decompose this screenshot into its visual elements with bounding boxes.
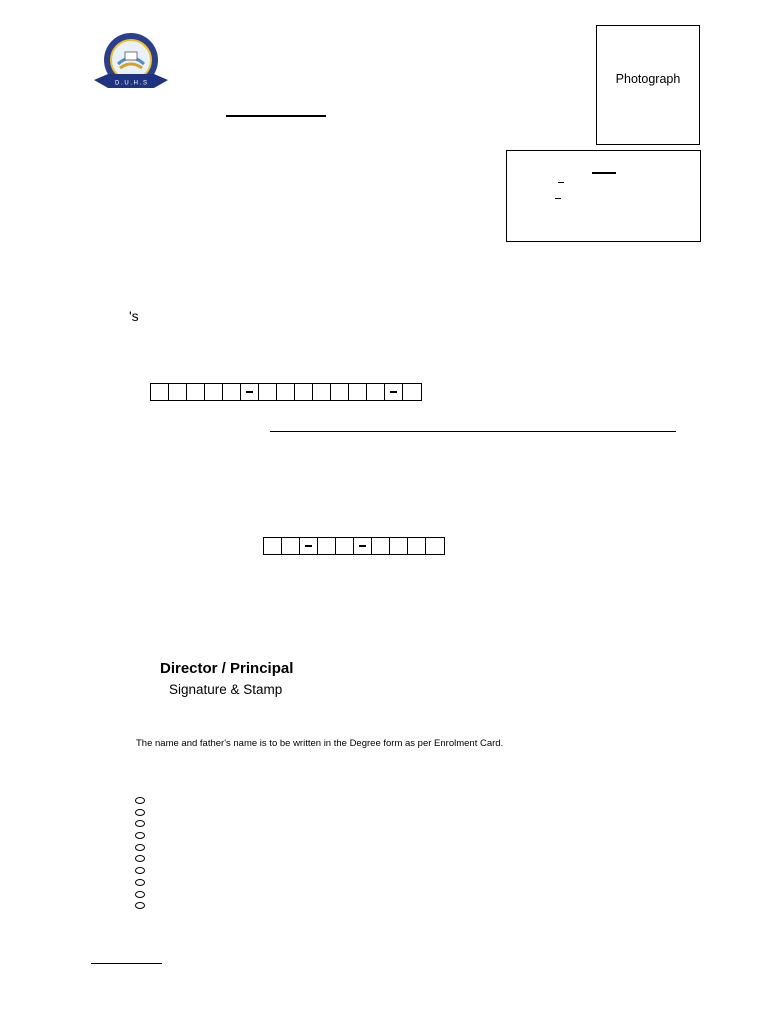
info-dash-1 <box>558 182 564 183</box>
digit-box[interactable] <box>408 538 426 554</box>
digit-box[interactable] <box>223 384 241 400</box>
checklist-bullet-icon <box>135 867 145 874</box>
box-separator <box>241 384 259 400</box>
director-principal-title: Director / Principal <box>160 660 294 677</box>
enrolment-note: The name and father's name is to be written in the Degree form as per Enrolment Card. <box>136 738 504 749</box>
checklist-bullet-icon <box>135 820 145 827</box>
title-underline <box>226 115 326 117</box>
box-separator <box>300 538 318 554</box>
checklist-bullet-icon <box>135 855 145 862</box>
checklist-bullet-icon <box>135 891 145 898</box>
checklist-bullet-icon <box>135 902 145 909</box>
digit-box[interactable] <box>336 538 354 554</box>
checklist-bullet-icon <box>135 832 145 839</box>
digit-box[interactable] <box>372 538 390 554</box>
digit-box[interactable] <box>403 384 421 400</box>
digit-box[interactable] <box>367 384 385 400</box>
office-info-box <box>506 150 701 242</box>
info-dash-2 <box>555 198 561 199</box>
digit-box[interactable] <box>264 538 282 554</box>
svg-text:D . U . H . S: D . U . H . S <box>114 80 148 87</box>
digit-box[interactable] <box>151 384 169 400</box>
checklist-bullet-icon <box>135 797 145 804</box>
digit-box[interactable] <box>349 384 367 400</box>
checklist-bullet-icon <box>135 809 145 816</box>
digit-box[interactable] <box>295 384 313 400</box>
university-logo <box>92 30 170 102</box>
box-separator <box>354 538 372 554</box>
field-line[interactable] <box>270 431 676 432</box>
digit-box[interactable] <box>390 538 408 554</box>
digit-box[interactable] <box>205 384 223 400</box>
digit-box[interactable] <box>426 538 444 554</box>
digit-box[interactable] <box>187 384 205 400</box>
info-underline <box>592 172 616 174</box>
enrolment-number-boxes[interactable] <box>150 383 422 401</box>
digit-box[interactable] <box>331 384 349 400</box>
possessive-text: 's <box>129 308 139 324</box>
photograph-label: Photograph <box>615 72 681 86</box>
checklist <box>135 797 145 914</box>
checklist-bullet-icon <box>135 844 145 851</box>
digit-box[interactable] <box>313 384 331 400</box>
box-separator <box>385 384 403 400</box>
digit-box[interactable] <box>277 384 295 400</box>
signature-stamp-label: Signature & Stamp <box>169 682 283 697</box>
digit-box[interactable] <box>282 538 300 554</box>
digit-box[interactable] <box>259 384 277 400</box>
footer-rule <box>91 963 162 964</box>
date-number-boxes[interactable] <box>263 537 445 555</box>
photograph-box <box>596 25 700 145</box>
digit-box[interactable] <box>169 384 187 400</box>
checklist-bullet-icon <box>135 879 145 886</box>
digit-box[interactable] <box>318 538 336 554</box>
